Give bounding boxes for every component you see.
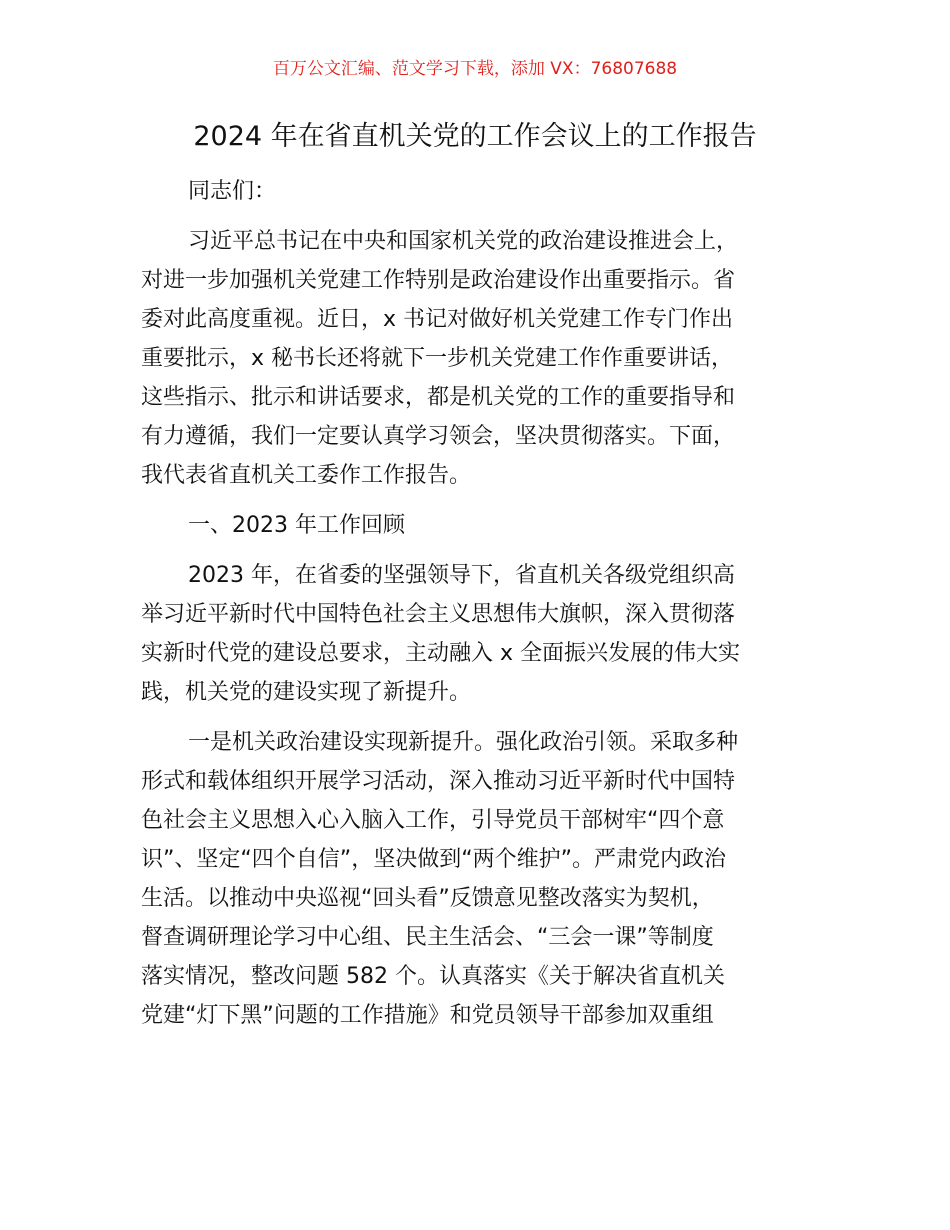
paragraph-line: 同志们： bbox=[188, 179, 277, 204]
paragraph-line: 形式和载体组织开展学习活动，深入推动习近平新时代中国特 bbox=[141, 769, 736, 794]
header-banner: 百万公文汇编、范文学习下载，添加 VX：76807688 bbox=[272, 59, 678, 79]
paragraph-line: 委对此高度重视。近日，x 书记对做好机关党建工作专门作出 bbox=[141, 307, 734, 332]
paragraph-line: 2023 年，在省委的坚强领导下，省直机关各级党组织高 bbox=[188, 563, 735, 588]
paragraph-review bbox=[141, 556, 815, 712]
section-heading bbox=[141, 506, 815, 545]
paragraph-line: 生活。以推动中央巡视“回头看”反馈意见整改落实为契机， bbox=[141, 886, 714, 911]
paragraph-line: 落实情况，整改问题 582 个。认真落实《关于解决省直机关 bbox=[141, 964, 725, 989]
paragraph-line: 举习近平新时代中国特色社会主义思想伟大旗帜，深入贯彻落 bbox=[141, 602, 736, 627]
paragraph-line: 我代表省直机关工委作工作报告。 bbox=[141, 463, 472, 488]
paragraph-intro bbox=[141, 222, 815, 495]
paragraph-political-building bbox=[141, 723, 815, 1035]
paragraph-line: 一是机关政治建设实现新提升。强化政治引领。采取多种 bbox=[188, 730, 739, 755]
paragraph-line: 习近平总书记在中央和国家机关党的政治建设推进会上， bbox=[188, 229, 739, 254]
paragraph-line: 践，机关党的建设实现了新提升。 bbox=[141, 680, 472, 705]
paragraph-line: 重要批示，x 秘书长还将就下一步机关党建工作作重要讲话， bbox=[141, 346, 734, 371]
paragraph-line: 实新时代党的建设总要求，主动融入 x 全面振兴发展的伟大实 bbox=[141, 641, 741, 666]
paragraph-line: 督查调研理论学习中心组、民主生活会、“三会一课”等制度 bbox=[141, 925, 714, 950]
paragraph-line: 色社会主义思想入心入脑入工作，引导党员干部树牢“四个意 bbox=[141, 808, 725, 833]
document-title: 2024 年在省直机关党的工作会议上的工作报告 bbox=[193, 121, 757, 152]
section-heading-line: 一、2023 年工作回顾 bbox=[188, 513, 405, 538]
paragraph-line: 这些指示、批示和讲话要求，都是机关党的工作的重要指导和 bbox=[141, 385, 736, 410]
paragraph-greeting bbox=[141, 172, 815, 211]
document-body bbox=[141, 172, 815, 1046]
paragraph-line: 党建“灯下黑”问题的工作措施》和党员领导干部参加双重组 bbox=[141, 1003, 714, 1028]
paragraph-line: 识”、坚定“四个自信”，坚决做到“两个维护”。严肃党内政治 bbox=[141, 847, 726, 872]
paragraph-line: 对进一步加强机关党建工作特别是政治建设作出重要指示。省 bbox=[141, 268, 736, 293]
paragraph-line: 有力遵循，我们一定要认真学习领会，坚决贯彻落实。下面， bbox=[141, 424, 736, 449]
